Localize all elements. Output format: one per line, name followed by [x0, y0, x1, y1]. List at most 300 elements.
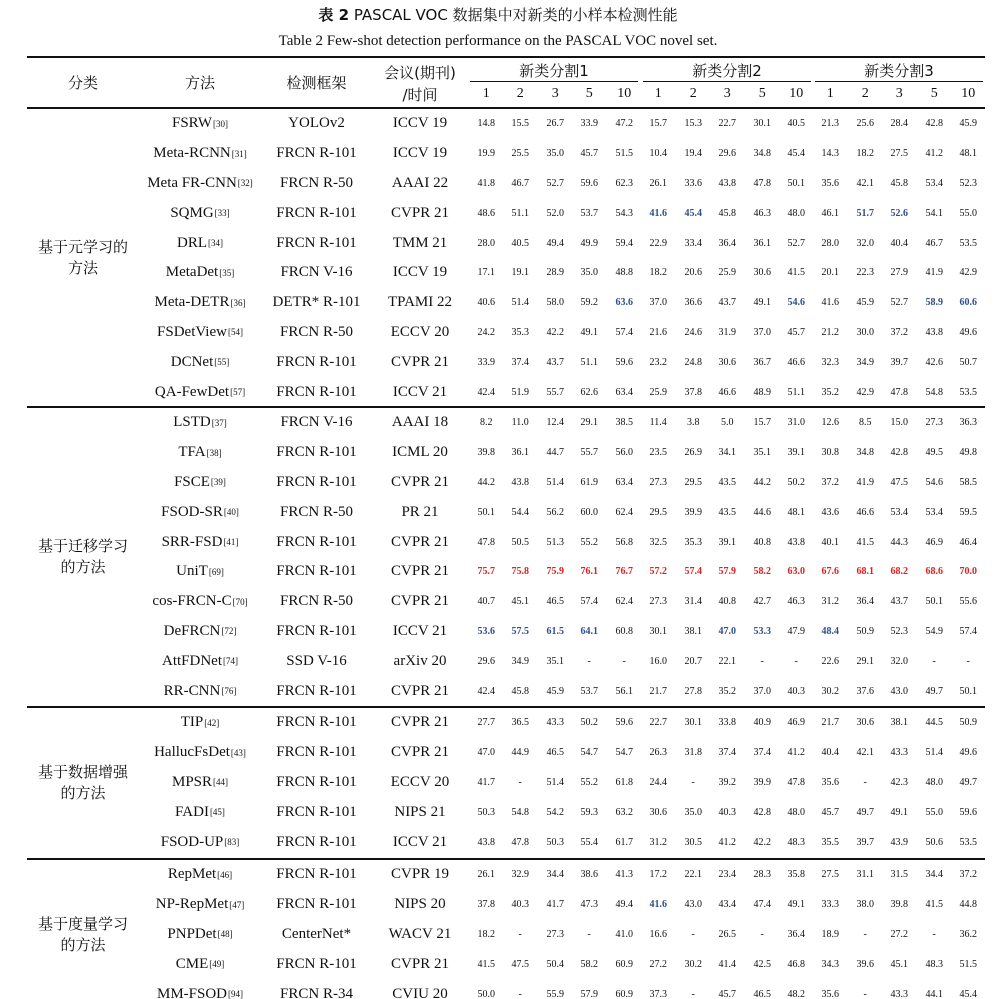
- score-cell: 75.9: [546, 566, 564, 578]
- score-cell: 39.1: [718, 536, 736, 548]
- score-cell: 76.7: [615, 566, 633, 578]
- venue-cell: CVPR 21: [391, 533, 449, 550]
- score-cell: 61.5: [546, 625, 564, 637]
- score-cell: 57.9: [580, 988, 598, 999]
- score-cell: 53.7: [580, 207, 598, 219]
- score-cell: 36.5: [511, 717, 529, 729]
- score-cell: 40.8: [718, 596, 736, 608]
- score-cell: 21.7: [649, 685, 667, 697]
- score-cell: 43.8: [718, 177, 736, 189]
- score-cell: 30.6: [856, 717, 874, 729]
- score-cell: 41.6: [821, 297, 839, 309]
- score-cell: 15.7: [649, 118, 667, 130]
- score-cell: 31.2: [821, 596, 839, 608]
- score-cell: 57.4: [615, 326, 633, 338]
- score-cell: 50.1: [925, 596, 943, 608]
- framework-cell: SSD V-16: [286, 652, 347, 669]
- score-cell: 43.6: [821, 506, 839, 518]
- method-cell: [139, 198, 261, 228]
- score-cell: 44.6: [753, 506, 771, 518]
- score-cell: 47.8: [787, 776, 805, 788]
- score-cell: 53.4: [925, 177, 943, 189]
- framework-cell: FRCN R-101: [276, 773, 357, 790]
- table-row: [0, 497, 996, 527]
- shot-header: 3: [723, 86, 731, 101]
- score-cell: 57.9: [718, 566, 736, 578]
- score-cell: 54.1: [925, 207, 943, 219]
- table-row: [0, 646, 996, 676]
- score-cell: 32.5: [649, 536, 667, 548]
- caption-en: Table 2 Few-shot detection performance on the PASCAL VOC novel set.: [278, 33, 718, 49]
- score-cell: 27.3: [546, 928, 564, 940]
- score-cell: 50.2: [787, 476, 805, 488]
- score-cell: 30.6: [718, 356, 736, 368]
- shot-header: 3: [551, 86, 559, 101]
- method-cell: [139, 920, 261, 950]
- venue-cell: NIPS 21: [394, 803, 446, 820]
- method-cell: [139, 949, 261, 979]
- method-name: TFA: [178, 444, 206, 461]
- score-cell: 49.6: [959, 326, 977, 338]
- method-reference: [69]: [208, 566, 224, 577]
- score-cell: 21.6: [649, 326, 667, 338]
- method-reference: [40]: [223, 507, 239, 518]
- framework-cell: FRCN R-101: [276, 833, 357, 850]
- method-name: RepMet: [167, 866, 217, 883]
- header-category: 分类: [67, 74, 98, 92]
- method-cell: [139, 497, 261, 527]
- category-line2: 的方法: [60, 783, 106, 802]
- score-cell: 58.0: [546, 297, 564, 309]
- table-row: [0, 468, 996, 498]
- method-cell: [139, 258, 261, 288]
- score-cell: 43.0: [684, 899, 702, 911]
- score-cell: 28.9: [546, 267, 564, 279]
- score-cell: 52.7: [546, 177, 564, 189]
- score-cell: 21.2: [821, 326, 839, 338]
- venue-cell: CVPR 21: [391, 955, 449, 972]
- venue-cell: CVPR 19: [391, 866, 449, 883]
- score-cell: -: [622, 655, 626, 667]
- score-cell: 23.5: [649, 447, 667, 459]
- score-cell: 42.4: [477, 685, 495, 697]
- framework-cell: FRCN V-16: [280, 414, 353, 431]
- table-row: [0, 377, 996, 407]
- score-cell: 41.5: [856, 536, 874, 548]
- method-name: Meta-RCNN: [153, 145, 231, 162]
- score-cell: 35.1: [753, 447, 771, 459]
- score-cell: 46.6: [787, 356, 805, 368]
- split-2-underline: [643, 81, 811, 82]
- shot-header: 2: [861, 86, 869, 101]
- framework-cell: CenterNet*: [281, 925, 352, 942]
- shot-header: 10: [961, 86, 976, 101]
- category-line1: 基于迁移学习: [37, 537, 128, 555]
- score-cell: 38.6: [580, 869, 598, 881]
- score-cell: 49.1: [753, 297, 771, 309]
- score-cell: -: [518, 928, 522, 940]
- score-cell: 54.4: [511, 506, 529, 518]
- score-cell: 20.6: [684, 267, 702, 279]
- shot-header: 3: [895, 86, 903, 101]
- caption-zh-text: PASCAL VOC 数据集中对新类的小样本检测性能: [353, 6, 678, 24]
- venue-cell: PR 21: [401, 503, 439, 520]
- score-cell: 43.8: [787, 536, 805, 548]
- score-cell: 30.6: [649, 806, 667, 818]
- score-cell: 42.5: [753, 958, 771, 970]
- score-cell: 18.2: [477, 928, 495, 940]
- score-cell: 47.2: [615, 118, 633, 130]
- score-cell: 40.3: [787, 685, 805, 697]
- score-cell: -: [691, 988, 695, 999]
- score-cell: 51.9: [511, 386, 529, 398]
- method-cell: [139, 617, 261, 647]
- score-cell: 59.5: [959, 506, 977, 518]
- score-cell: 48.0: [787, 207, 805, 219]
- framework-cell: FRCN R-50: [280, 503, 353, 520]
- method-cell: [139, 587, 261, 617]
- score-cell: 47.8: [477, 536, 495, 548]
- score-cell: 28.0: [477, 237, 495, 249]
- score-cell: 35.6: [821, 988, 839, 999]
- score-cell: 45.7: [718, 988, 736, 999]
- score-cell: 52.6: [890, 207, 908, 219]
- score-cell: 76.1: [580, 566, 598, 578]
- score-cell: 53.4: [890, 506, 908, 518]
- score-cell: 46.5: [546, 596, 564, 608]
- method-cell: [139, 797, 261, 827]
- method-reference: [76]: [221, 686, 237, 697]
- score-cell: 27.2: [890, 928, 908, 940]
- method-name: MetaDet: [165, 264, 219, 281]
- method-name: QA-FewDet: [154, 383, 230, 400]
- score-cell: 36.6: [684, 297, 702, 309]
- score-cell: 39.9: [753, 776, 771, 788]
- score-cell: 30.2: [684, 958, 702, 970]
- framework-cell: FRCN R-101: [276, 803, 357, 820]
- score-cell: 52.3: [890, 625, 908, 637]
- score-cell: 35.5: [821, 836, 839, 848]
- score-cell: 34.8: [753, 148, 771, 160]
- score-cell: 31.9: [718, 326, 736, 338]
- framework-cell: FRCN R-50: [280, 593, 353, 610]
- method-name: FADI: [175, 803, 209, 820]
- score-cell: 43.7: [718, 297, 736, 309]
- score-cell: 49.5: [925, 447, 943, 459]
- score-cell: 56.1: [615, 685, 633, 697]
- score-cell: 44.9: [511, 747, 529, 759]
- score-cell: 35.2: [718, 685, 736, 697]
- score-cell: 59.6: [580, 177, 598, 189]
- score-cell: 37.2: [959, 869, 977, 881]
- score-cell: 47.4: [753, 899, 771, 911]
- score-cell: 57.4: [580, 596, 598, 608]
- score-cell: -: [518, 776, 522, 788]
- method-name: MM-FSOD: [156, 985, 228, 999]
- score-cell: 57.5: [511, 625, 529, 637]
- score-cell: 40.4: [821, 747, 839, 759]
- score-cell: 42.3: [890, 776, 908, 788]
- score-cell: 50.3: [546, 836, 564, 848]
- score-cell: 30.2: [821, 685, 839, 697]
- score-cell: 60.9: [615, 988, 633, 999]
- shot-header: 5: [585, 86, 593, 101]
- score-cell: 38.0: [856, 899, 874, 911]
- score-cell: 52.7: [890, 297, 908, 309]
- method-name: SRR-FSD: [161, 533, 223, 550]
- method-reference: [47]: [229, 899, 245, 910]
- score-cell: 41.4: [718, 958, 736, 970]
- score-cell: 45.9: [959, 118, 977, 130]
- score-cell: 37.6: [856, 685, 874, 697]
- score-cell: 54.8: [511, 806, 529, 818]
- header-split-3: 新类分割3: [864, 62, 934, 80]
- venue-cell: ICML 20: [392, 444, 448, 461]
- score-cell: 49.6: [959, 747, 977, 759]
- method-reference: [48]: [217, 929, 233, 940]
- score-cell: 24.6: [684, 326, 702, 338]
- score-cell: 41.7: [546, 899, 564, 911]
- framework-cell: YOLOv2: [288, 115, 345, 132]
- score-cell: 59.2: [580, 297, 598, 309]
- score-cell: 24.2: [477, 326, 495, 338]
- venue-cell: ICCV 19: [392, 115, 448, 132]
- score-cell: 43.8: [477, 836, 495, 848]
- score-cell: 37.4: [718, 747, 736, 759]
- score-cell: 53.5: [959, 386, 977, 398]
- shot-header: 2: [516, 86, 524, 101]
- score-cell: 26.1: [477, 869, 495, 881]
- score-cell: 33.9: [477, 356, 495, 368]
- score-cell: 29.5: [684, 476, 702, 488]
- method-name: FSDetView: [157, 323, 227, 340]
- method-reference: [34]: [208, 238, 223, 249]
- venue-cell: ICCV 21: [392, 383, 448, 400]
- score-cell: 44.7: [546, 447, 564, 459]
- score-cell: 22.1: [718, 655, 736, 667]
- score-cell: 68.6: [925, 566, 943, 578]
- score-cell: 40.6: [477, 297, 495, 309]
- score-cell: 31.0: [787, 417, 805, 429]
- score-cell: 16.6: [649, 928, 667, 940]
- score-cell: 60.0: [580, 506, 598, 518]
- category-line1: 基于元学习的: [37, 238, 128, 256]
- score-cell: 42.1: [856, 177, 874, 189]
- score-cell: 15.5: [511, 118, 529, 130]
- score-cell: 28.3: [753, 869, 771, 881]
- score-cell: 25.9: [649, 386, 667, 398]
- table-row: [0, 708, 996, 738]
- venue-cell: CVPR 21: [391, 682, 449, 699]
- score-cell: 54.6: [925, 476, 943, 488]
- score-cell: 53.5: [959, 237, 977, 249]
- score-cell: 47.3: [580, 899, 598, 911]
- score-cell: 37.8: [477, 899, 495, 911]
- score-cell: -: [863, 988, 867, 999]
- score-cell: 43.4: [718, 899, 736, 911]
- table-row: [0, 318, 996, 348]
- score-cell: 21.7: [821, 717, 839, 729]
- score-cell: 48.0: [787, 806, 805, 818]
- framework-cell: FRCN R-101: [276, 444, 357, 461]
- split-3-underline: [815, 81, 983, 82]
- score-cell: 42.8: [753, 806, 771, 818]
- method-cell: [139, 646, 261, 676]
- score-cell: 46.4: [959, 536, 977, 548]
- score-cell: 55.2: [580, 776, 598, 788]
- framework-cell: FRCN R-101: [276, 353, 357, 370]
- method-cell: [139, 738, 261, 768]
- score-cell: 50.4: [546, 958, 564, 970]
- score-cell: 56.2: [546, 506, 564, 518]
- score-cell: -: [760, 655, 764, 667]
- score-cell: 39.7: [890, 356, 908, 368]
- method-name: DeFRCN: [163, 622, 221, 639]
- score-cell: 44.5: [925, 717, 943, 729]
- score-cell: 59.6: [615, 356, 633, 368]
- score-cell: 10.4: [649, 148, 667, 160]
- score-cell: 30.5: [684, 836, 702, 848]
- score-cell: 45.7: [821, 806, 839, 818]
- framework-cell: FRCN R-50: [280, 323, 353, 340]
- table-row: [0, 949, 996, 979]
- score-cell: 46.7: [511, 177, 529, 189]
- score-cell: 64.1: [580, 625, 598, 637]
- method-name: FSOD-UP: [160, 833, 224, 850]
- score-cell: 47.0: [718, 625, 736, 637]
- score-cell: 54.2: [546, 806, 564, 818]
- header-venue-line2: /时间: [402, 86, 438, 104]
- venue-cell: TMM 21: [392, 234, 448, 251]
- score-cell: 54.3: [615, 207, 633, 219]
- score-cell: 30.1: [649, 625, 667, 637]
- score-cell: 34.4: [925, 869, 943, 881]
- caption-label: 表 2: [318, 6, 350, 24]
- score-cell: 29.5: [649, 506, 667, 518]
- score-cell: 16.0: [649, 655, 667, 667]
- score-cell: 26.9: [684, 447, 702, 459]
- score-cell: 33.4: [684, 237, 702, 249]
- venue-cell: ICCV 19: [392, 145, 448, 162]
- score-cell: 25.6: [856, 118, 874, 130]
- table-row: [0, 827, 996, 857]
- method-reference: [37]: [211, 417, 227, 428]
- table-row: [0, 527, 996, 557]
- score-cell: 38.5: [615, 417, 633, 429]
- score-cell: 46.1: [821, 207, 839, 219]
- score-cell: 60.8: [615, 625, 633, 637]
- score-cell: 31.4: [684, 596, 702, 608]
- score-cell: 38.1: [890, 717, 908, 729]
- shot-header: 5: [930, 86, 938, 101]
- score-cell: 11.4: [649, 417, 667, 429]
- score-cell: 34.8: [856, 447, 874, 459]
- score-cell: 50.1: [787, 177, 805, 189]
- score-cell: 44.3: [890, 536, 908, 548]
- score-cell: 27.3: [649, 596, 667, 608]
- score-cell: 18.9: [821, 928, 839, 940]
- score-cell: 41.6: [649, 899, 667, 911]
- score-cell: 57.4: [684, 566, 702, 578]
- score-cell: 56.8: [615, 536, 633, 548]
- method-reference: [30]: [213, 118, 229, 129]
- framework-cell: FRCN R-101: [276, 473, 357, 490]
- score-cell: 21.3: [821, 118, 839, 130]
- score-cell: 63.0: [787, 566, 805, 578]
- method-cell: [139, 890, 261, 920]
- method-name: CME: [175, 955, 209, 972]
- venue-cell: AAAI 22: [391, 174, 449, 191]
- score-cell: 48.1: [959, 148, 977, 160]
- table-row: [0, 617, 996, 647]
- table-row: [0, 258, 996, 288]
- score-cell: 35.1: [546, 655, 564, 667]
- method-reference: [44]: [213, 777, 229, 788]
- score-cell: 63.6: [615, 297, 633, 309]
- score-cell: 61.7: [615, 836, 633, 848]
- score-cell: 55.2: [580, 536, 598, 548]
- score-cell: 48.6: [477, 207, 495, 219]
- venue-cell: CVPR 21: [391, 353, 449, 370]
- category-line2: 方法: [67, 259, 98, 277]
- score-cell: 17.2: [649, 869, 667, 881]
- score-cell: 12.4: [546, 417, 564, 429]
- method-name: FSOD-SR: [161, 503, 223, 520]
- score-cell: 75.8: [511, 566, 529, 578]
- method-reference: [43]: [230, 747, 246, 758]
- score-cell: 49.9: [580, 237, 598, 249]
- score-cell: 47.0: [477, 747, 495, 759]
- score-cell: 37.0: [649, 297, 667, 309]
- method-name: HallucFsDet: [154, 744, 230, 761]
- score-cell: 37.0: [753, 326, 771, 338]
- method-cell: [139, 527, 261, 557]
- score-cell: 40.1: [821, 536, 839, 548]
- score-cell: 61.9: [580, 476, 598, 488]
- score-cell: 27.3: [649, 476, 667, 488]
- method-name: NP-RepMet: [155, 896, 229, 913]
- score-cell: 45.8: [890, 177, 908, 189]
- framework-cell: FRCN R-50: [280, 174, 353, 191]
- score-cell: 39.9: [684, 506, 702, 518]
- score-cell: 42.4: [477, 386, 495, 398]
- score-cell: 46.5: [546, 747, 564, 759]
- category-line2: 的方法: [60, 935, 106, 954]
- score-cell: 55.0: [959, 207, 977, 219]
- score-cell: 27.5: [821, 869, 839, 881]
- score-cell: 38.1: [684, 625, 702, 637]
- score-cell: 37.0: [753, 685, 771, 697]
- score-cell: 50.2: [580, 717, 598, 729]
- score-cell: 35.2: [821, 386, 839, 398]
- venue-cell: CVIU 20: [392, 985, 448, 999]
- score-cell: 51.4: [546, 476, 564, 488]
- method-reference: [94]: [228, 989, 244, 999]
- venue-cell: ECCV 20: [390, 323, 450, 340]
- header-method: 方法: [184, 74, 215, 92]
- method-reference: [72]: [221, 626, 237, 637]
- score-cell: -: [760, 928, 764, 940]
- method-reference: [33]: [214, 208, 230, 219]
- score-cell: 24.4: [649, 776, 667, 788]
- score-cell: 36.1: [753, 237, 771, 249]
- score-cell: 43.3: [890, 747, 908, 759]
- split-1-underline: [470, 81, 638, 82]
- score-cell: 46.7: [925, 237, 943, 249]
- score-cell: 51.4: [546, 776, 564, 788]
- score-cell: 45.8: [718, 207, 736, 219]
- score-cell: 22.7: [718, 118, 736, 130]
